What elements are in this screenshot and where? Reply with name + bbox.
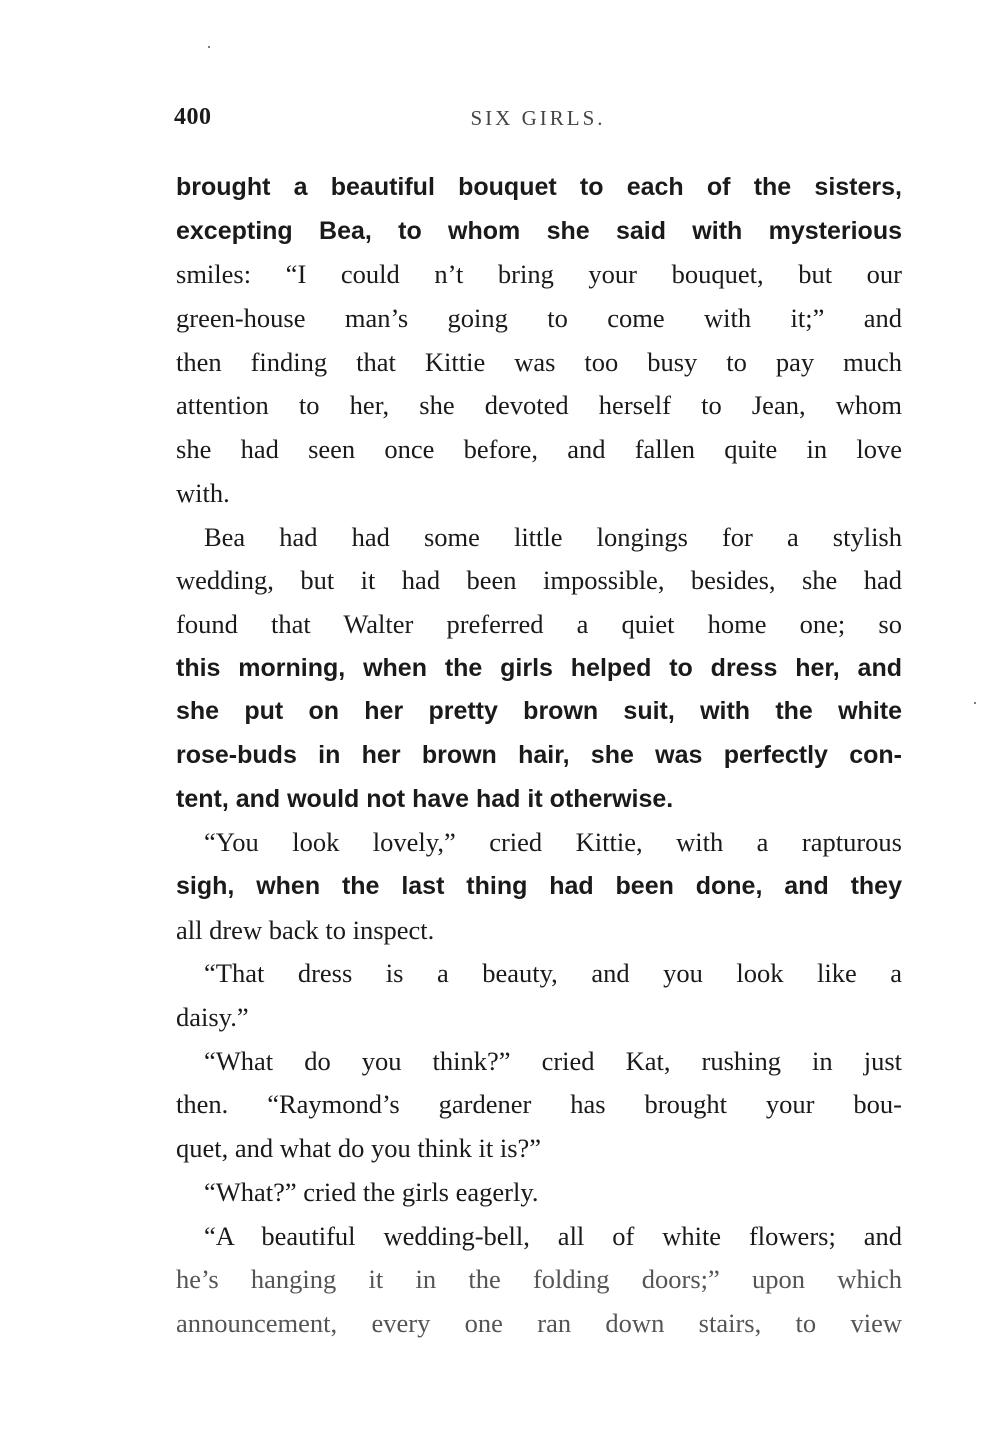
text-line: attention to her, she devoted herself to Jean, whom	[176, 390, 902, 421]
text-line: “You look lovely,” cried Kittie, with a rapturous	[204, 827, 902, 858]
text-line: daisy.”	[176, 1002, 249, 1033]
text-line: all drew back to inspect.	[176, 914, 435, 945]
text-line: “A beautiful wedding-bell, all of white flowers; and	[204, 1220, 902, 1251]
text-line: found that Walter preferred a quiet home one; so	[176, 608, 902, 639]
text-line: she had seen once before, and fallen quite in love	[176, 434, 902, 465]
body-text	[176, 166, 902, 1346]
scan-speck	[974, 702, 976, 704]
text-line: wedding, but it had been impossible, besides, she had	[176, 565, 902, 596]
page-number: 400	[174, 104, 212, 130]
text-line: “What?” cried the girls eagerly.	[204, 1176, 539, 1207]
text-line: tent, and would not have had it otherwise.	[176, 784, 674, 813]
text-line: this morning, when the girls helped to dress her, and	[176, 653, 902, 682]
text-line: brought a beautiful bouquet to each of the sisters,	[176, 173, 902, 201]
page-header	[174, 104, 902, 140]
scan-speck	[208, 46, 210, 48]
text-line: announcement, every one ran down stairs, to view	[176, 1307, 902, 1338]
text-line: he’s hanging it in the folding doors;” upon which	[176, 1264, 902, 1295]
text-line: “What do you think?” cried Kat, rushing in just	[204, 1045, 902, 1076]
text-line: quet, and what do you think it is?”	[176, 1133, 542, 1164]
text-line: then. “Raymond’s gardener has brought your bou-	[176, 1089, 902, 1120]
text-line: “That dress is a beauty, and you look like a	[204, 958, 902, 989]
text-line: she put on her pretty brown suit, with the white	[176, 697, 902, 726]
text-line: excepting Bea, to whom she said with mysterious	[176, 216, 902, 245]
text-line: green-house man’s going to come with it;” and	[176, 303, 902, 334]
text-line: then finding that Kittie was too busy to pay much	[176, 346, 902, 377]
text-line: Bea had had some little longings for a stylish	[204, 521, 902, 552]
text-line: with.	[176, 477, 230, 508]
text-line: smiles: “I could n’t bring your bouquet, but our	[176, 259, 902, 290]
text-line: rose-buds in her brown hair, she was perfectly con-	[176, 740, 902, 769]
running-head: SIX GIRLS.	[470, 106, 606, 130]
text-line: sigh, when the last thing had been done, and they	[176, 872, 902, 900]
